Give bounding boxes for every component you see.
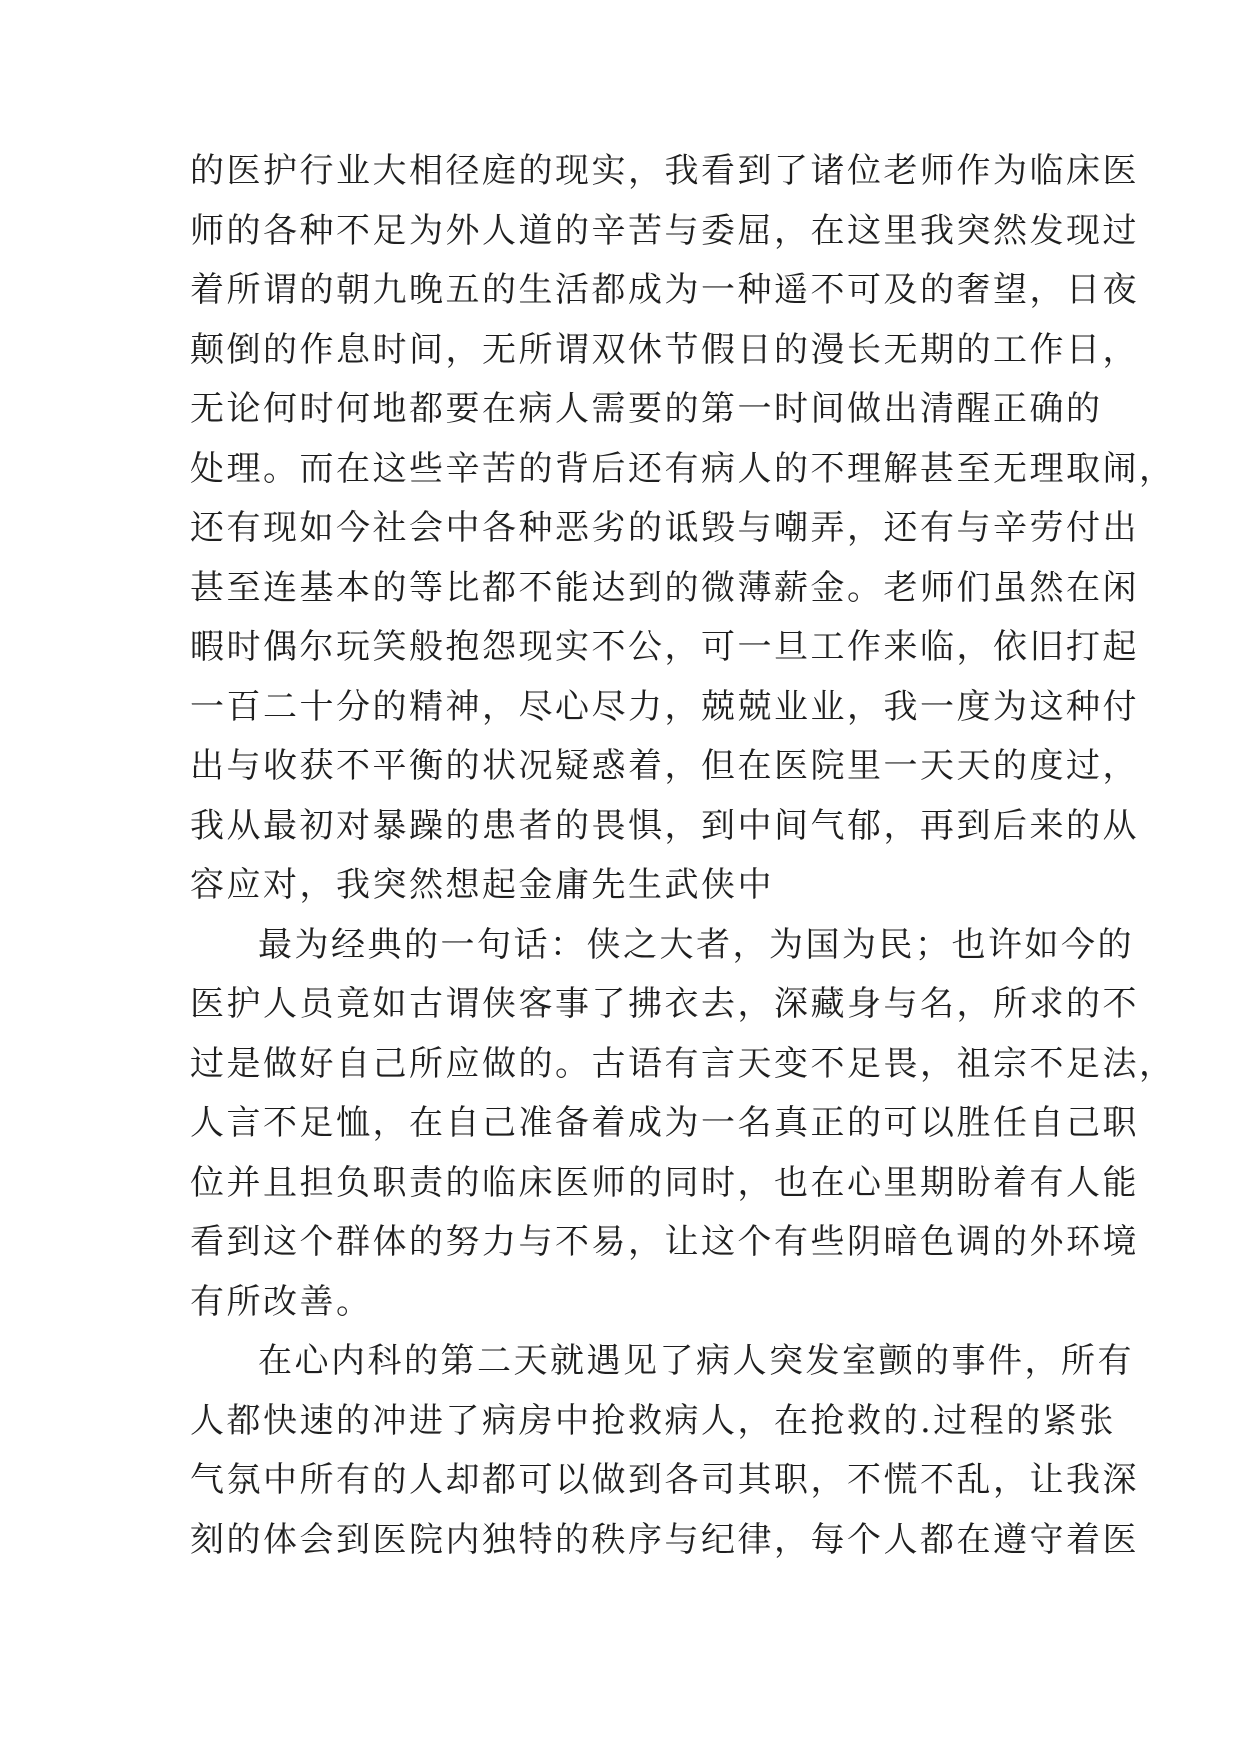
paragraph-2 [190, 916, 1176, 1333]
text-line: 气氛中所有的人却都可以做到各司其职，不慌不乱，让我深 [190, 1460, 1139, 1500]
text-line: 人都快速的冲进了病房中抢救病人，在抢救的.过程的紧张 [190, 1400, 1116, 1441]
text-line: 甚至连基本的等比都不能达到的微薄薪金。老师们虽然在闲 [190, 567, 1139, 608]
text-line-indented: 最为经典的一句话：侠之大者，为国为民；也许如今的 [258, 924, 1134, 965]
text-line: 师的各种不足为外人道的辛苦与委屈，在这里我突然发现过 [190, 210, 1139, 251]
text-line: 暇时偶尔玩笑般抱怨现实不公，可一旦工作来临，依旧打起 [190, 627, 1139, 667]
text-line: 出与收获不平衡的状况疑惑着，但在医院里一天天的度过， [190, 746, 1139, 786]
text-line: 处理。而在这些辛苦的背后还有病人的不理解甚至无理取闹， [190, 448, 1176, 489]
document-body [190, 142, 1176, 1570]
text-line: 刻的体会到医院内独特的秩序与纪律，每个人都在遵守着医 [190, 1519, 1139, 1560]
text-line: 一百二十分的精神，尽心尽力，兢兢业业，我一度为这种付 [190, 686, 1139, 727]
text-line: 的医护行业大相径庭的现实，我看到了诸位老师作为临床医 [190, 151, 1139, 191]
text-line: 过是做好自己所应做的。古语有言天变不足畏，祖宗不足法， [190, 1043, 1176, 1084]
text-line: 有所改善。 [190, 1281, 373, 1322]
paragraph-3 [190, 1332, 1139, 1570]
text-line: 还有现如今社会中各种恶劣的诋毁与嘲弄，还有与辛劳付出 [190, 508, 1139, 548]
text-line: 位并且担负职责的临床医师的同时，也在心里期盼着有人能 [190, 1162, 1139, 1203]
text-line: 无论何时何地都要在病人需要的第一时间做出清醒正确的 [190, 389, 1103, 429]
text-line-indented: 在心内科的第二天就遇见了病人突发室颤的事件，所有 [258, 1341, 1134, 1381]
text-line: 容应对，我突然想起金庸先生武侠中 [190, 865, 774, 905]
text-line: 颠倒的作息时间，无所谓双休节假日的漫长无期的工作日， [190, 329, 1139, 370]
paragraph-1 [190, 142, 1176, 916]
text-line: 看到这个群体的努力与不易，让这个有些阴暗色调的外环境 [190, 1222, 1139, 1262]
text-line: 人言不足恤，在自己准备着成为一名真正的可以胜任自己职 [190, 1103, 1139, 1143]
text-line: 医护人员竟如古谓侠客事了拂衣去，深藏身与名，所求的不 [190, 984, 1139, 1024]
text-line: 着所谓的朝九晚五的生活都成为一种遥不可及的奢望，日夜 [190, 270, 1139, 310]
text-line: 我从最初对暴躁的患者的畏惧，到中间气郁，再到后来的从 [190, 805, 1139, 846]
